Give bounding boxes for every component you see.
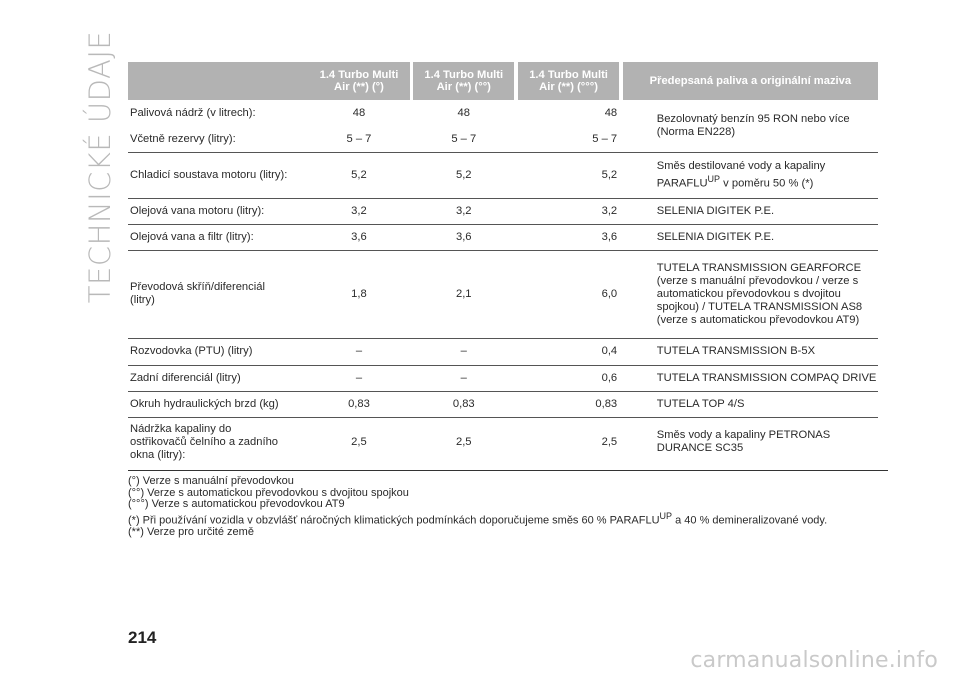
table-row xyxy=(128,250,878,338)
table-row xyxy=(128,365,878,391)
coolant-product-tail: v poměru 50 % (*) xyxy=(720,177,814,190)
row-label: Včetně rezervy (litry): xyxy=(128,127,308,152)
table-row xyxy=(128,152,878,198)
footnote: (°) Verze s manuální převodovkou xyxy=(128,475,294,487)
table-row xyxy=(128,338,878,365)
row-product: Směs vody a kapaliny PETRONAS DURANCE SC35 xyxy=(656,429,831,455)
watermark: carmanualsonline.info xyxy=(690,648,938,673)
table-header-row xyxy=(128,62,878,100)
footnote: (**) Verze pro určité země xyxy=(128,526,254,539)
footnote: (°°°) Verze s automatickou převodovkou AT9 xyxy=(128,498,345,511)
row-label: Převodová skříň/diferenciál (litry) xyxy=(128,250,308,338)
row-value: 5 – 7 xyxy=(308,127,409,152)
row-label: Olejová vana motoru (litry): xyxy=(128,198,308,224)
header-variant-2: 1.4 Turbo Multi Air (**) (°°) xyxy=(413,62,514,100)
row-label: Palivová nádrž (v litrech): xyxy=(130,107,256,119)
row-value: 0,83 xyxy=(518,391,619,417)
row-value: 2,5 xyxy=(455,435,472,448)
row-value: 5,2 xyxy=(413,152,514,198)
row-value: 3,2 xyxy=(518,198,619,224)
row-value: 3,2 xyxy=(413,198,514,224)
row-label: Rozvodovka (PTU) (litry) xyxy=(128,338,308,365)
page-number: 214 xyxy=(128,628,157,647)
table-row xyxy=(128,417,878,467)
row-product: TUTELA TRANSMISSION B-5X xyxy=(623,338,878,365)
coolant-product-sup: UP xyxy=(707,173,721,184)
footnote-text: a 40 % demineralizované vody. xyxy=(672,514,828,527)
header-blank xyxy=(128,62,308,100)
row-value: 2,5 xyxy=(601,435,618,448)
row-product: TUTELA TOP 4/S xyxy=(623,391,878,417)
table-row xyxy=(128,391,878,417)
row-value: 2,1 xyxy=(413,250,514,338)
footnote: (°°) Verze s automatickou převodovkou s dvojitou spojkou xyxy=(128,486,409,499)
row-value: 3,6 xyxy=(518,224,619,250)
row-value: 2,5 xyxy=(351,435,367,448)
row-value: 6,0 xyxy=(518,250,619,338)
row-value: 0,6 xyxy=(518,365,619,391)
row-value: – xyxy=(308,365,409,391)
footnotes xyxy=(128,470,888,539)
row-value: 0,4 xyxy=(518,338,619,365)
table-row xyxy=(128,198,878,224)
row-product: TUTELA TRANSMISSION GEARFORCE (verze s manuální převodovkou / verze s automatickou převodovkou s dvojitou spojkou) / TUTELA TRANSMISSION AS8 (verze s automatickou převodovkou AT9) xyxy=(623,250,878,338)
row-value: 1,8 xyxy=(308,250,409,338)
footnote xyxy=(128,511,888,527)
row-value: 0,83 xyxy=(413,391,514,417)
header-variant-3: 1.4 Turbo Multi Air (**) (°°°) xyxy=(518,62,619,100)
row-label: Chladicí soustava motoru (litry): xyxy=(128,152,308,198)
row-label: Olejová vana a filtr (litry): xyxy=(128,224,308,250)
row-value: 3,6 xyxy=(413,224,514,250)
section-title xyxy=(82,30,118,304)
row-value: 3,2 xyxy=(308,198,409,224)
footnote-sup: UP xyxy=(659,510,673,521)
coolant-product-main: Směs destilované vody a kapaliny xyxy=(656,159,826,172)
row-value: 0,83 xyxy=(308,391,409,417)
section-title-text: TECHNICKÉ ÚDAJE xyxy=(83,30,118,304)
row-value: 48 xyxy=(352,107,366,119)
row-product: SELENIA DIGITEK P.E. xyxy=(623,224,878,250)
table-row xyxy=(128,100,878,127)
header-variant-1: 1.4 Turbo Multi Air (**) (°) xyxy=(308,62,409,100)
row-value: 5,2 xyxy=(518,152,619,198)
row-value: 3,6 xyxy=(308,224,409,250)
row-value: 48 xyxy=(457,107,470,119)
coolant-product xyxy=(623,152,878,198)
row-value: – xyxy=(308,338,409,365)
row-product: SELENIA DIGITEK P.E. xyxy=(623,198,878,224)
row-label: Zadní diferenciál (litry) xyxy=(128,365,308,391)
row-value: 5 – 7 xyxy=(518,127,619,152)
row-label: Okruh hydraulických brzd (kg) xyxy=(128,391,308,417)
coolant-product-brand: PARAFLU xyxy=(656,177,708,190)
fluids-table xyxy=(128,62,878,467)
row-product: TUTELA TRANSMISSION COMPAQ DRIVE xyxy=(623,365,878,391)
fuel-product: Bezolovnatý benzín 95 RON nebo více (Norma EN228) xyxy=(623,100,878,152)
row-value: 5,2 xyxy=(308,152,409,198)
footnote-text: (*) Při používání vozidla v obzvlášť náročných klimatických podmínkách doporučujeme směs 60 % PARAFLU xyxy=(128,514,660,527)
row-label: Nádržka kapaliny do ostřikovačů čelního a zadního okna (litry): xyxy=(130,422,279,461)
row-value: 48 xyxy=(604,107,618,119)
row-value: – xyxy=(413,365,514,391)
table-row xyxy=(128,224,878,250)
row-value: – xyxy=(413,338,514,365)
header-products: Předepsaná paliva a originální maziva xyxy=(623,62,878,100)
row-value: 5 – 7 xyxy=(413,127,514,152)
